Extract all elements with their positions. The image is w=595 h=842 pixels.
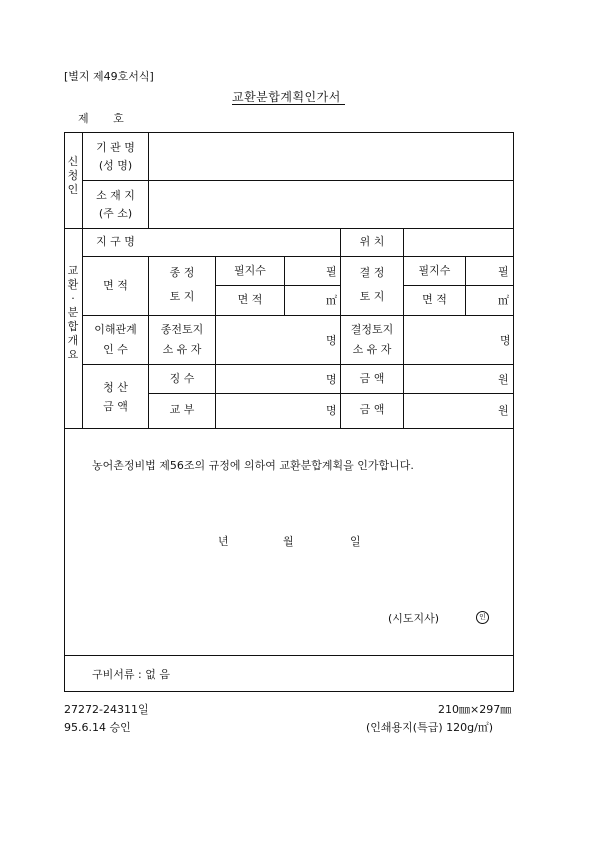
prev-owner-label: 소 유 자 [162, 343, 202, 356]
grant-label: 교 부 [169, 403, 195, 416]
decided-area-unit: ㎡ [498, 294, 509, 307]
issuer-label: (시도지사) [388, 612, 440, 625]
decided-owner-unit: 명 [500, 334, 511, 347]
decided-parcel-unit: 필 [498, 265, 509, 278]
applicant-side-label [66, 155, 80, 197]
area-label: 면 적 [103, 279, 128, 292]
grant-won-unit: 원 [498, 404, 509, 417]
prev-parcels-label: 필지수 [234, 264, 266, 277]
position-field[interactable] [404, 229, 513, 256]
applicant-side-char: 신 [67, 155, 79, 168]
seal-mark: 인 [476, 611, 489, 624]
prev-owner-unit: 명 [326, 334, 337, 347]
document-number-label: 제 호 [78, 112, 124, 125]
prev-owner-label: 종전토지 [160, 323, 204, 336]
prev-land-label: 종 정 [169, 266, 195, 279]
overview-side-label [66, 264, 80, 362]
district-field[interactable] [149, 229, 340, 256]
collect-won-unit: 원 [498, 373, 509, 386]
stakeholders-label: 인 수 [103, 343, 128, 356]
applicant-side-char: 인 [67, 183, 79, 196]
name-label: (성 명) [98, 159, 133, 172]
settlement-label: 청 산 [103, 381, 128, 394]
overview-side-char: 교 [67, 264, 79, 277]
date-year: 년 [218, 535, 229, 548]
overview-side-char: 분 [67, 306, 79, 319]
address-label: (주 소) [98, 207, 133, 220]
overview-side-char: 환 [67, 278, 79, 291]
district-label: 지 구 명 [96, 235, 135, 248]
grant-amount-label: 금 액 [359, 403, 385, 416]
address-field[interactable] [149, 181, 513, 228]
decided-owner-label: 소 유 자 [352, 343, 392, 356]
decided-parcels-label: 필지수 [418, 264, 451, 277]
decided-area-label: 면 적 [422, 293, 447, 306]
collect-unit: 명 [326, 373, 337, 386]
date-month: 월 [283, 535, 294, 548]
prev-area-unit: ㎡ [326, 294, 337, 307]
overview-side-char: 개 [67, 334, 79, 347]
decided-land-label: 토 지 [359, 290, 385, 303]
grant-unit: 명 [326, 404, 337, 417]
org-name-label: 기 관 명 [96, 141, 135, 154]
prev-land-label: 토 지 [169, 290, 195, 303]
paper-spec: (인쇄용지(특급) 120g/㎡) [366, 721, 494, 734]
settlement-label: 금 액 [103, 400, 128, 413]
stakeholders-label: 이해관계 [94, 323, 137, 336]
prev-area-label: 면 적 [237, 293, 263, 306]
page-title: 교환분합계획인가서 [232, 90, 341, 104]
attachments-label: 구비서류 : 없 음 [92, 668, 170, 681]
date-day: 일 [350, 535, 361, 548]
approval-statement: 농어촌정비법 제56조의 규정에 의하여 교환분합계획을 인가합니다. [92, 459, 414, 472]
overview-side-char: 요 [67, 348, 79, 361]
collect-amount-label: 금 액 [359, 372, 385, 385]
form-number: [별지 제49호서식] [64, 70, 154, 83]
form-code: 27272-24311일 [64, 703, 149, 716]
prev-parcel-unit: 필 [326, 265, 337, 278]
collect-label: 징 수 [169, 372, 195, 385]
overview-side-char: · [71, 292, 75, 305]
decided-land-label: 결 정 [359, 266, 385, 279]
approval-date: 95.6.14 승인 [64, 721, 131, 734]
paper-size: 210㎜×297㎜ [438, 703, 512, 716]
location-label: 소 재 지 [96, 189, 135, 202]
applicant-side-char: 청 [67, 169, 79, 182]
decided-owner-label: 결정토지 [350, 323, 394, 336]
position-label: 위 치 [359, 235, 385, 248]
org-name-field[interactable] [149, 133, 513, 180]
overview-side-char: 합 [67, 320, 79, 333]
